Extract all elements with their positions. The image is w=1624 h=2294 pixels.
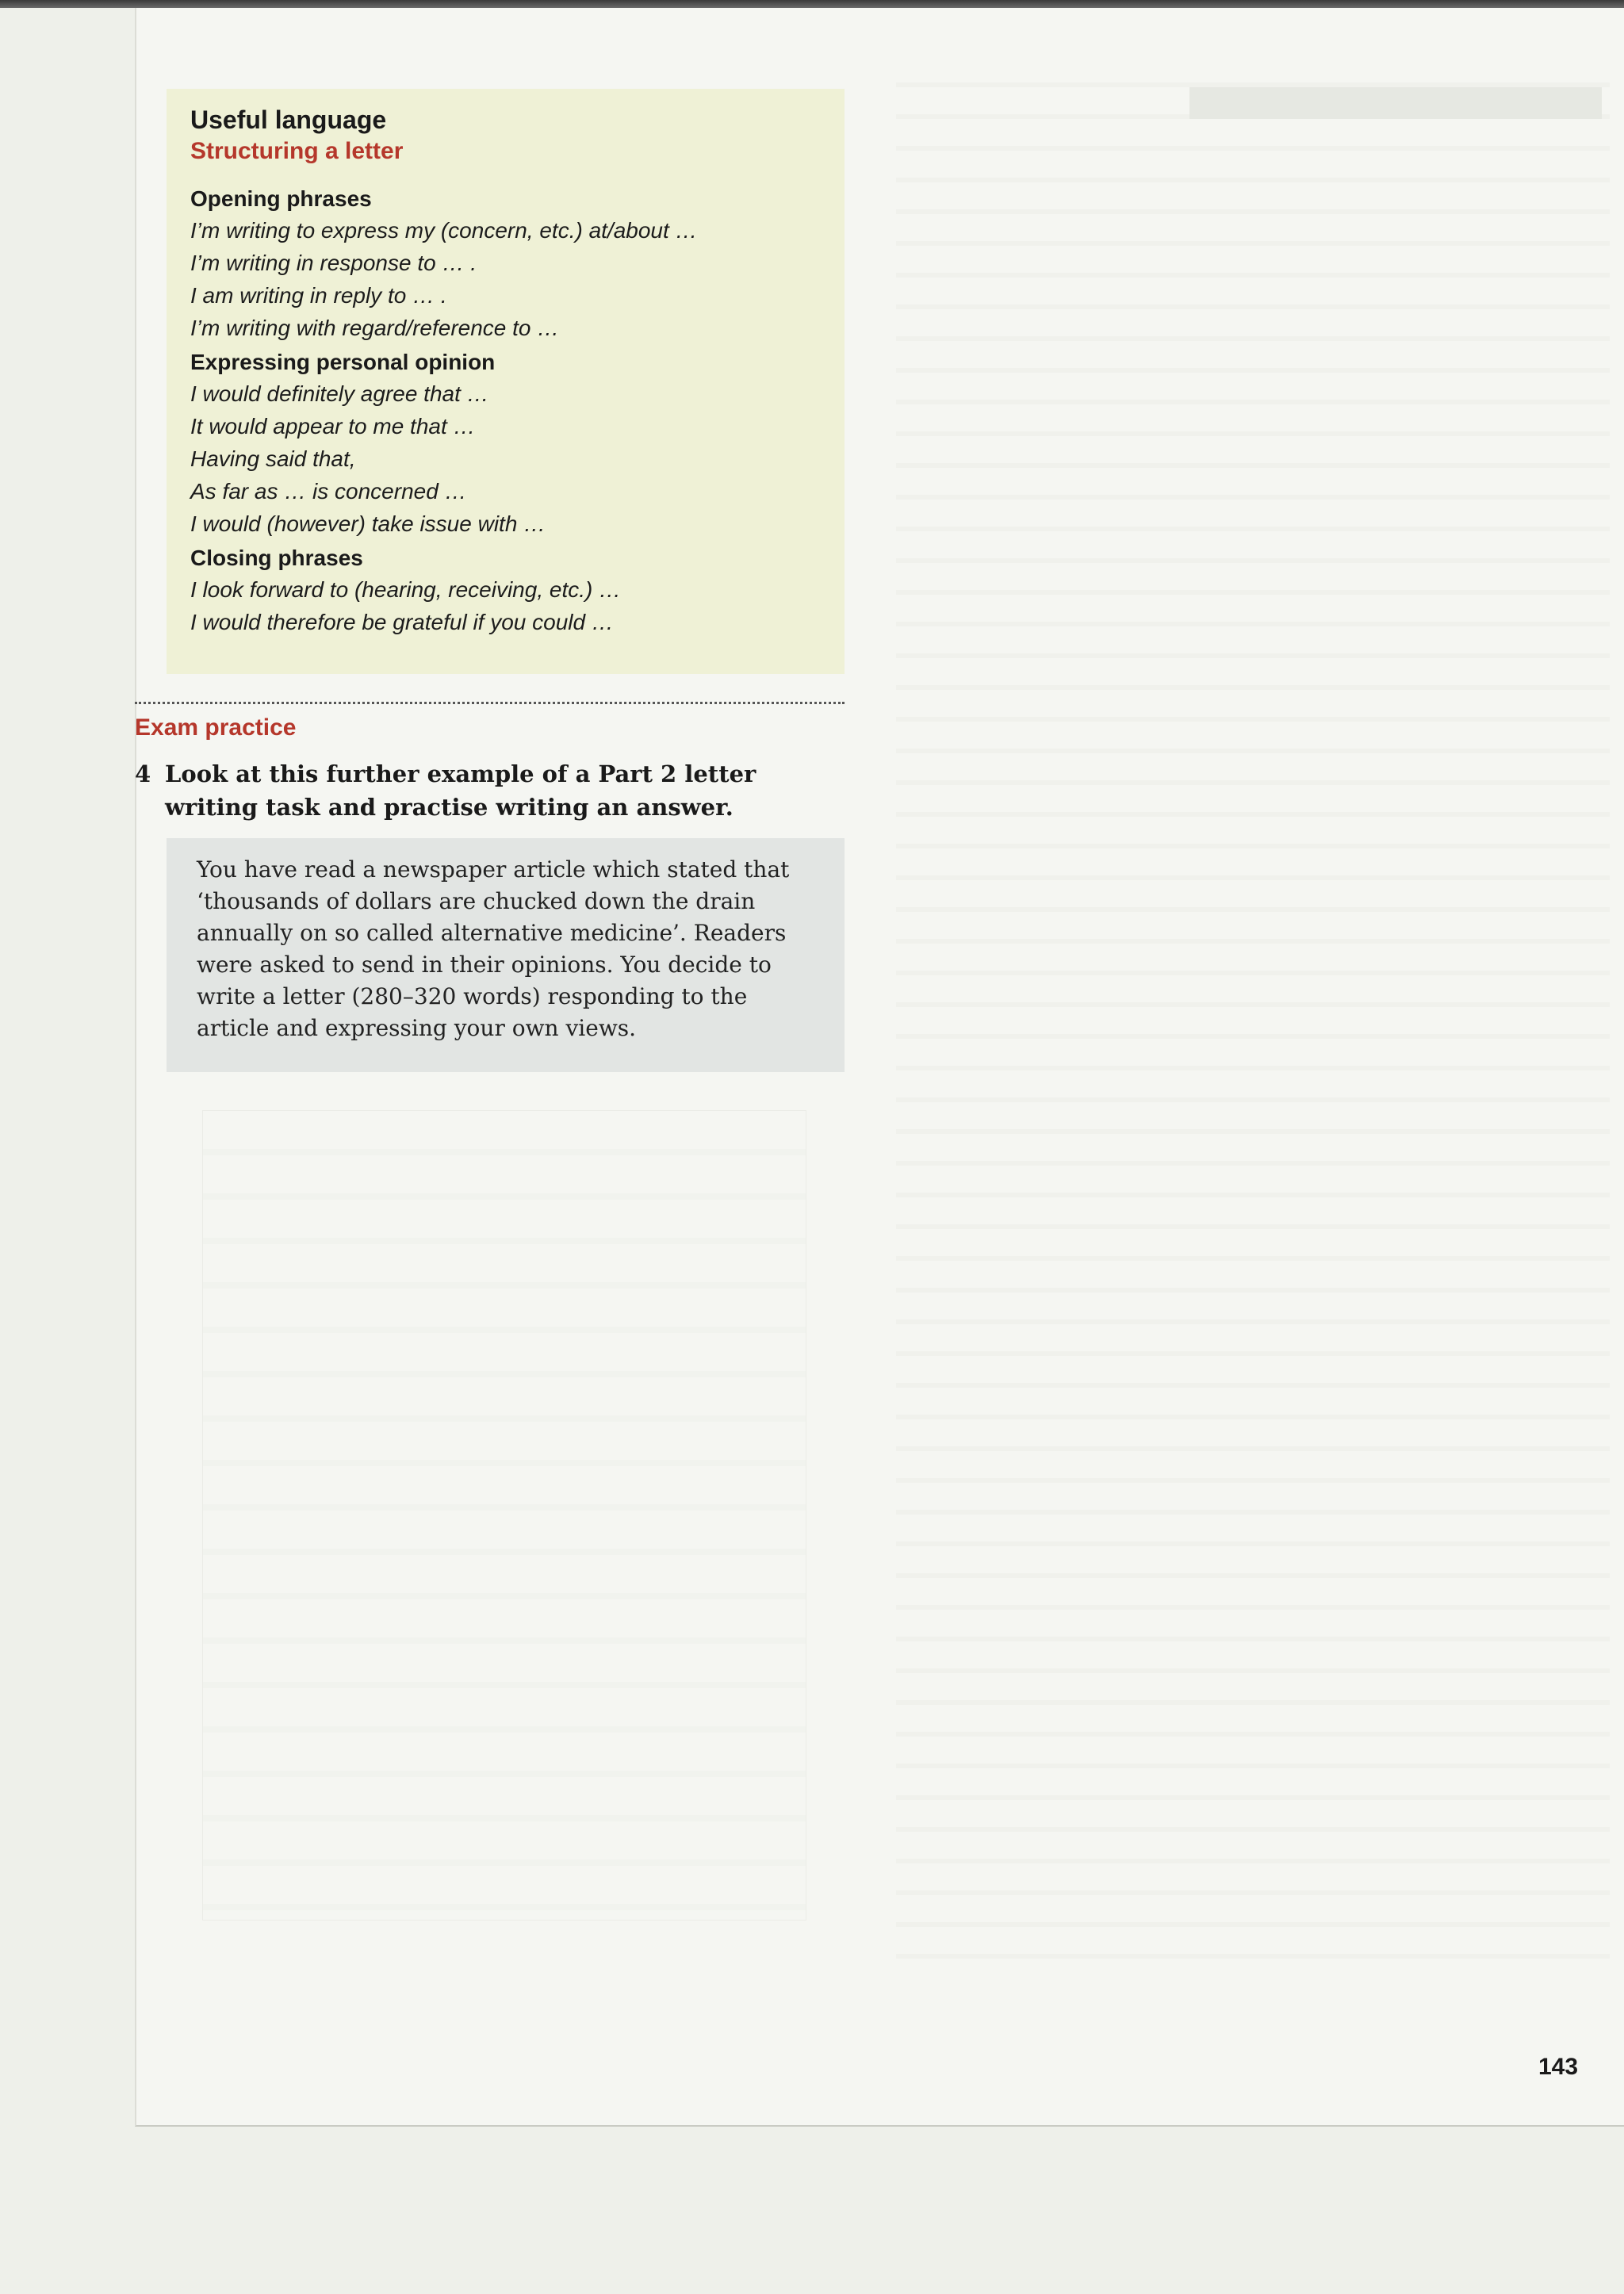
phrase: I am writing in reply to … . xyxy=(190,283,447,308)
useful-language-box xyxy=(167,89,845,674)
opening-phrases-section xyxy=(190,184,829,344)
section-heading: Closing phrases xyxy=(190,546,363,570)
phrase: It would appear to me that … xyxy=(190,414,476,439)
bleed-through-text xyxy=(896,56,1610,1959)
task-number: 4 xyxy=(135,760,151,787)
phrase: I look forward to (hearing, receiving, etc.) … xyxy=(190,577,622,602)
phrase: I’m writing to express my (concern, etc.) at/about … xyxy=(190,218,698,243)
task-prompt-text: You have read a newspaper article which stated that ‘thousands of dollars are chucked down the drain annually on so called alternative medicine’. Readers were asked to send in their opinions. You decide to write a letter (280–320 words) responding to the article and expressing your own views. xyxy=(197,856,790,1041)
scan-top-edge xyxy=(0,0,1624,8)
useful-language-subtitle: Structuring a letter xyxy=(190,138,404,164)
page-number: 143 xyxy=(1538,2054,1579,2080)
task-prompt-box xyxy=(167,838,845,1072)
phrase: I would therefore be grateful if you could … xyxy=(190,610,614,634)
dotted-divider xyxy=(135,702,845,704)
phrase: I would definitely agree that … xyxy=(190,381,489,406)
section-heading: Expressing personal opinion xyxy=(190,350,496,374)
bleed-through-box xyxy=(202,1110,806,1921)
task-text: Look at this further example of a Part 2 letter writing task and practise writing an answer. xyxy=(165,760,756,821)
exam-practice-heading: Exam practice xyxy=(135,714,297,741)
bleed-through-heading xyxy=(1189,87,1602,119)
phrase: As far as … is concerned … xyxy=(190,479,467,504)
phrase: I’m writing with regard/reference to … xyxy=(190,316,560,340)
phrase: I’m writing in response to … . xyxy=(190,251,477,275)
expressing-opinion-section xyxy=(190,347,829,540)
closing-phrases-section xyxy=(190,543,829,638)
phrase: I would (however) take issue with … xyxy=(190,511,546,536)
useful-language-title: Useful language xyxy=(190,105,387,134)
phrase: Having said that, xyxy=(190,446,356,471)
section-heading: Opening phrases xyxy=(190,186,372,211)
